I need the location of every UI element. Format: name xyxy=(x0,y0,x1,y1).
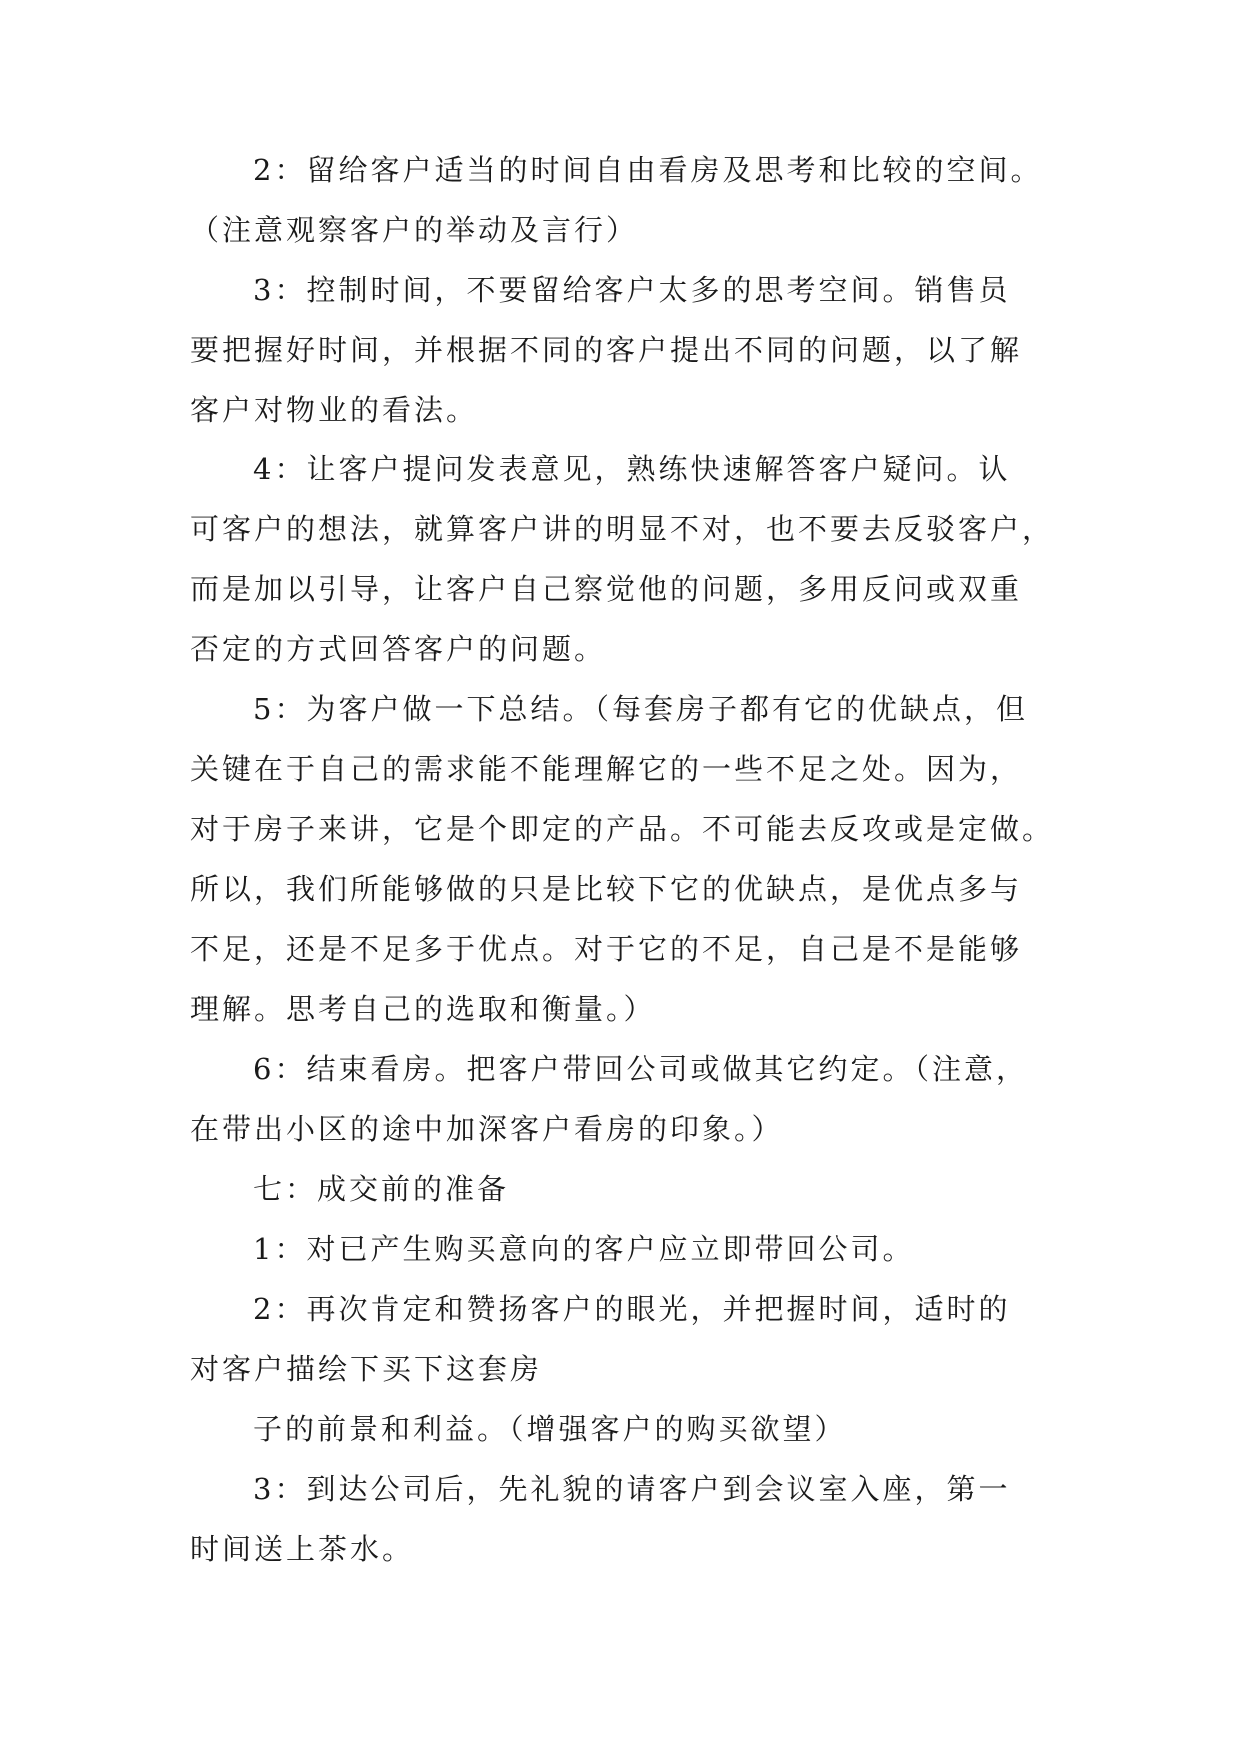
text-line: 所以，我们所能够做的只是比较下它的优缺点，是优点多与 xyxy=(190,872,1023,906)
text-line: 6：结束看房。把客户带回公司或做其它约定。（注意， xyxy=(253,1052,1028,1086)
text-line: 理解。思考自己的选取和衡量。） xyxy=(190,992,656,1026)
text-line: 时间送上茶水。 xyxy=(190,1532,415,1566)
text-line: 对客户描绘下买下这套房 xyxy=(190,1352,543,1386)
text-line: 不足，还是不足多于优点。对于它的不足，自己是不是能够 xyxy=(190,932,1023,966)
text-line: 在带出小区的途中加深客户看房的印象。） xyxy=(190,1112,784,1146)
text-line: 客户对物业的看法。 xyxy=(190,393,479,427)
text-line: 而是加以引导，让客户自己察觉他的问题，多用反问或双重 xyxy=(190,572,1023,606)
text-line: 3：到达公司后，先礼貌的请客户到会议室入座，第一 xyxy=(253,1472,1011,1506)
text-line: 5：为客户做一下总结。（每套房子都有它的优缺点，但 xyxy=(253,692,1028,726)
text-line: 3：控制时间，不要留给客户太多的思考空间。销售员 xyxy=(253,273,1011,307)
text-line: 对于房子来讲，它是个即定的产品。不可能去反攻或是定做。 xyxy=(190,812,1055,846)
section-heading: 七：成交前的准备 xyxy=(253,1172,510,1206)
text-line: 可客户的想法，就算客户讲的明显不对，也不要去反驳客户， xyxy=(190,512,1055,546)
text-line: 关键在于自己的需求能不能理解它的一些不足之处。因为， xyxy=(190,752,1023,786)
text-line: 4：让客户提问发表意见，熟练快速解答客户疑问。认 xyxy=(253,452,1011,486)
text-line: 要把握好时间，并根据不同的客户提出不同的问题，以了解 xyxy=(190,333,1023,367)
text-line: 2：再次肯定和赞扬客户的眼光，并把握时间，适时的 xyxy=(253,1292,1011,1326)
text-line: 1：对已产生购买意向的客户应立即带回公司。 xyxy=(253,1232,915,1266)
text-line: （注意观察客户的举动及言行） xyxy=(190,213,639,247)
text-line: 子的前景和利益。（增强客户的购买欲望） xyxy=(253,1412,847,1446)
text-line: 2：留给客户适当的时间自由看房及思考和比较的空间。 xyxy=(253,153,1043,187)
text-line: 否定的方式回答客户的问题。 xyxy=(190,632,607,666)
